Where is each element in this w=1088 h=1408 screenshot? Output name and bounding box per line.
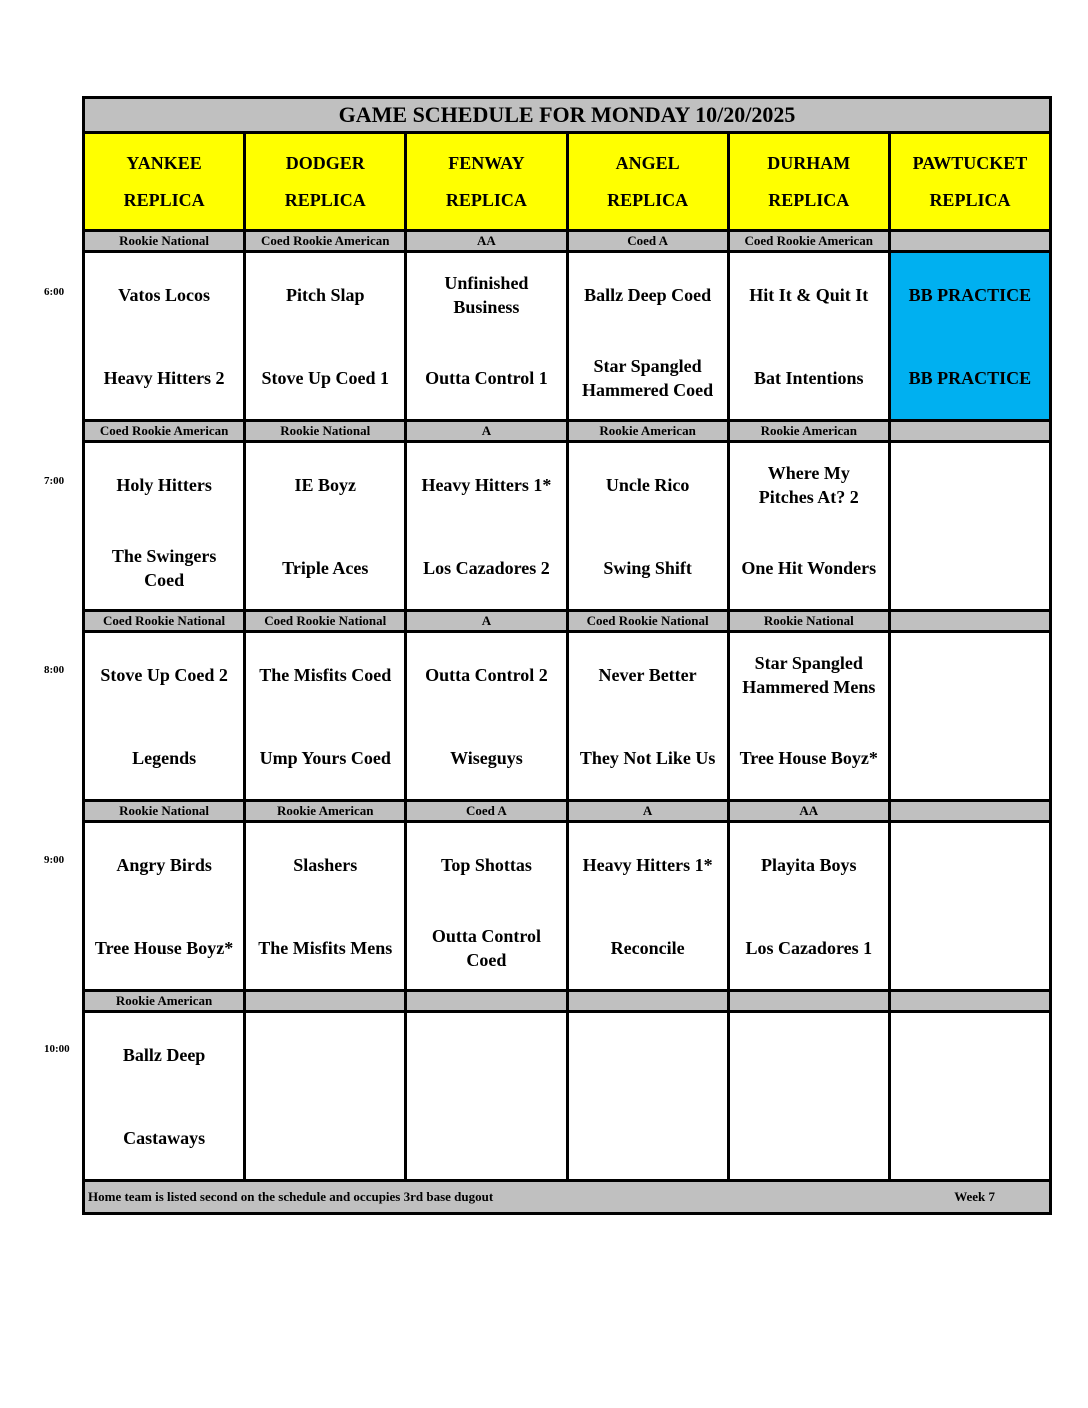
home-team: Star Spangled Hammered Coed — [582, 355, 714, 400]
division-row — [85, 802, 1049, 823]
game-cell-empty — [891, 633, 1049, 799]
division-label: AA — [407, 232, 568, 250]
away-team — [891, 443, 1049, 526]
away-team: Ballz Deep Coed — [584, 284, 712, 305]
game-cell-empty — [891, 823, 1049, 989]
division-label: Rookie National — [730, 612, 891, 630]
home-team: Wiseguys — [450, 747, 523, 768]
game-cell — [85, 1013, 246, 1179]
division-label — [407, 992, 568, 1010]
away-team: Top Shottas — [440, 854, 532, 875]
game-row — [85, 443, 1049, 612]
away-team — [407, 1013, 565, 1096]
division-label — [569, 992, 730, 1010]
game-row — [85, 633, 1049, 802]
game-cell — [85, 443, 246, 609]
game-cell-empty — [407, 1013, 568, 1179]
footer-note: Home team is listed second on the schedule and occupies 3rd base dugout — [88, 1189, 494, 1204]
field-header — [730, 134, 891, 229]
field-header — [891, 134, 1049, 229]
game-cell — [407, 823, 568, 989]
practice-label: BB PRACTICE — [908, 284, 1032, 305]
away-team: Pitch Slap — [286, 284, 365, 305]
schedule-title: GAME SCHEDULE FOR MONDAY 10/20/2025 — [85, 99, 1049, 134]
time-label-6: 6:00 — [44, 286, 65, 298]
home-team — [730, 1096, 888, 1179]
division-label: Coed Rookie National — [246, 612, 407, 630]
away-team: Hit It & Quit It — [749, 284, 869, 305]
home-team — [891, 906, 1049, 989]
game-cell — [246, 443, 407, 609]
time-label-10: 10:00 — [44, 1043, 70, 1055]
schedule-table — [82, 96, 1052, 1215]
field-header — [569, 134, 730, 229]
away-team — [246, 1013, 404, 1096]
game-row — [85, 823, 1049, 992]
away-team: Holy Hitters — [116, 474, 212, 495]
division-label — [246, 992, 407, 1010]
home-team — [246, 1096, 404, 1179]
away-team: Heavy Hitters 1* — [582, 854, 713, 875]
away-team: Stove Up Coed 2 — [100, 664, 228, 685]
field-header — [85, 134, 246, 229]
practice-label: BB PRACTICE — [908, 367, 1032, 388]
away-team: Never Better — [598, 664, 697, 685]
division-label — [891, 802, 1049, 820]
game-cell-empty — [891, 1013, 1049, 1179]
division-label: Rookie National — [246, 422, 407, 440]
away-team: Angry Birds — [116, 854, 212, 875]
division-row — [85, 992, 1049, 1013]
home-team: Los Cazadores 2 — [423, 557, 550, 578]
division-label: Coed A — [569, 232, 730, 250]
away-team: The Misfits Coed — [259, 664, 392, 685]
field-name: DURHAM — [767, 152, 851, 173]
division-label: Coed Rookie American — [246, 232, 407, 250]
home-team — [569, 1096, 727, 1179]
field-name: YANKEE — [126, 152, 202, 173]
division-label — [891, 992, 1049, 1010]
division-row — [85, 612, 1049, 633]
division-label: A — [407, 422, 568, 440]
division-row — [85, 422, 1049, 443]
division-row — [85, 232, 1049, 253]
game-row — [85, 253, 1049, 422]
division-label: Rookie American — [569, 422, 730, 440]
home-team — [891, 716, 1049, 799]
home-team: Tree House Boyz* — [739, 747, 878, 768]
division-label — [891, 232, 1049, 250]
home-team — [891, 1096, 1049, 1179]
away-team: Outta Control 2 — [425, 664, 548, 685]
home-team: The Misfits Mens — [258, 937, 393, 958]
away-team: Vatos Locos — [118, 284, 211, 305]
field-sub: REPLICA — [768, 189, 850, 210]
division-label: Rookie American — [730, 422, 891, 440]
home-team: Heavy Hitters 2 — [103, 367, 225, 388]
division-label: A — [407, 612, 568, 630]
field-name: PAWTUCKET — [912, 152, 1028, 173]
field-name: ANGEL — [615, 152, 680, 173]
away-team — [891, 823, 1049, 906]
game-cell — [730, 253, 891, 419]
field-sub: REPLICA — [607, 189, 689, 210]
game-cell-empty — [246, 1013, 407, 1179]
field-header-row — [85, 134, 1049, 232]
game-cell — [85, 253, 246, 419]
home-team: Outta Control 1 — [425, 367, 548, 388]
game-cell — [246, 253, 407, 419]
division-label: Coed Rookie National — [569, 612, 730, 630]
division-label: Rookie National — [85, 802, 246, 820]
division-label: Rookie American — [246, 802, 407, 820]
game-cell — [730, 823, 891, 989]
time-label-8: 8:00 — [44, 664, 65, 676]
game-cell — [246, 633, 407, 799]
game-cell — [85, 823, 246, 989]
field-name: FENWAY — [448, 152, 525, 173]
division-label: Rookie National — [85, 232, 246, 250]
away-team: Ballz Deep — [122, 1044, 206, 1065]
week-label: Week 7 — [954, 1189, 995, 1204]
time-label-7: 7:00 — [44, 475, 65, 487]
away-team: Uncle Rico — [605, 474, 690, 495]
game-cell — [730, 633, 891, 799]
division-label — [891, 422, 1049, 440]
away-team: Unfinished Business — [444, 272, 529, 317]
away-team — [569, 1013, 727, 1096]
away-team: IE Boyz — [294, 474, 357, 495]
game-cell — [407, 443, 568, 609]
game-cell-empty — [891, 443, 1049, 609]
division-label: AA — [730, 802, 891, 820]
game-cell — [85, 633, 246, 799]
division-label: Coed Rookie National — [85, 612, 246, 630]
home-team: Triple Aces — [282, 557, 369, 578]
home-team: Los Cazadores 1 — [745, 937, 873, 958]
field-name: DODGER — [285, 152, 365, 173]
field-sub: REPLICA — [284, 189, 366, 210]
game-cell — [407, 633, 568, 799]
home-team: They Not Like Us — [579, 747, 716, 768]
home-team: Stove Up Coed 1 — [261, 367, 390, 388]
home-team: Reconcile — [610, 937, 685, 958]
field-sub: REPLICA — [445, 189, 527, 210]
home-team — [407, 1096, 565, 1179]
away-team — [891, 1013, 1049, 1096]
game-cell-empty — [730, 1013, 891, 1179]
home-team: Legends — [132, 747, 197, 768]
practice-cell — [891, 253, 1049, 419]
game-cell — [730, 443, 891, 609]
division-label: A — [569, 802, 730, 820]
division-label: Coed Rookie American — [85, 422, 246, 440]
home-team: Castaways — [123, 1127, 206, 1148]
field-sub: REPLICA — [123, 189, 205, 210]
home-team: Ump Yours Coed — [259, 747, 391, 768]
division-label: Coed Rookie American — [730, 232, 891, 250]
division-label: Rookie American — [85, 992, 246, 1010]
footer-bar — [85, 1182, 1049, 1212]
away-team: Where My Pitches At? 2 — [758, 462, 859, 507]
division-label — [730, 992, 891, 1010]
home-team: One Hit Wonders — [741, 557, 877, 578]
game-row — [85, 1013, 1049, 1182]
home-team: Outta Control Coed — [431, 925, 542, 970]
away-team: Heavy Hitters 1* — [421, 474, 552, 495]
game-cell — [569, 443, 730, 609]
home-team: Bat Intentions — [754, 367, 864, 388]
home-team: The Swingers Coed — [111, 545, 217, 590]
division-label — [891, 612, 1049, 630]
field-header — [407, 134, 568, 229]
away-team — [730, 1013, 888, 1096]
game-cell — [569, 633, 730, 799]
home-team: Tree House Boyz* — [94, 937, 234, 958]
time-column — [0, 0, 82, 1408]
field-header — [246, 134, 407, 229]
away-team: Star Spangled Hammered Mens — [742, 652, 876, 697]
field-sub: REPLICA — [929, 189, 1011, 210]
home-team: Swing Shift — [603, 557, 692, 578]
away-team: Playita Boys — [761, 854, 857, 875]
time-label-9: 9:00 — [44, 854, 65, 866]
away-team: Slashers — [293, 854, 358, 875]
game-cell — [569, 823, 730, 989]
game-cell — [407, 253, 568, 419]
division-label: Coed A — [407, 802, 568, 820]
game-cell — [246, 823, 407, 989]
game-cell — [569, 253, 730, 419]
game-cell-empty — [569, 1013, 730, 1179]
home-team — [891, 526, 1049, 609]
away-team — [891, 633, 1049, 716]
